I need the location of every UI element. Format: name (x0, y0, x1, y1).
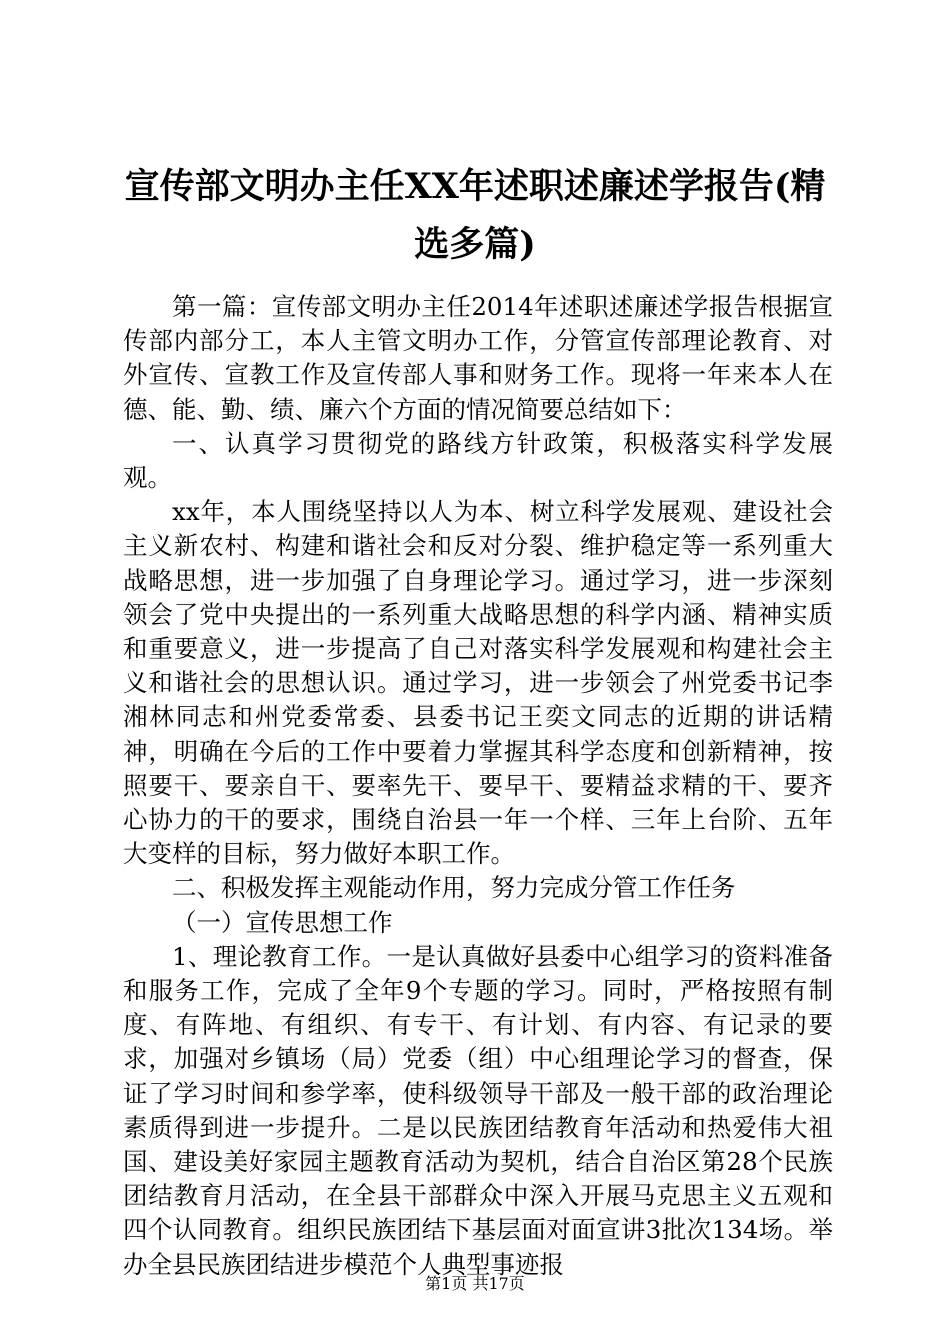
paragraph-theory-education: 1、理论教育工作。一是认真做好县委中心组学习的资料准备和服务工作，完成了全年9个专题的学习。同时，严格按照有制度、有阵地、有组织、有专干、有计划、有内容、有记录的要求，加强对乡镇场（局）党委（组）中心组理论学习的督查，保证了学习时间和参学率，使科级领导干部及一般干部的政治理论素质得到进一步提升。二是以民族团结教育年活动和热爱伟大祖国、建设美好家园主题教育活动为契机，结合自治区第28个民族团结教育月活动，在全县干部群众中深入开展马克思主义五观和四个认同教育。组织民族团结下基层面对面宣讲3批次134场。举办全县民族团结进步模范个人典型事迹报 (123, 941, 833, 1279)
document-title: 宣传部文明办主任XX年述职述廉述学报告(精选多篇) (124, 166, 826, 265)
document-body (123, 290, 833, 1282)
paragraph-section-one-heading: 一、认真学习贯彻党的路线方针政策，积极落实科学发展观。 (123, 428, 833, 493)
paragraph-section-one-body: xx年，本人围绕坚持以人为本、树立科学发展观、建设社会主义新农村、构建和谐社会和反对分裂、维护稳定等一系列重大战略思想，进一步加强了自身理论学习。通过学习，进一步深刻领会了党中央提出的一系列重大战略思想的科学内涵、精神实质和重要意义，进一步提高了自己对落实科学发展观和构建社会主义和谐社会的思想认识。通过学习，进一步领会了州党委书记李湘林同志和州党委常委、县委书记王奕文同志的近期的讲话精神，明确在今后的工作中要着力掌握其科学态度和创新精神，按照要干、要亲自干、要率先干、要早干、要精益求精的干、要齐心协力的干的要求，围绕自治县一年一个样、三年上台阶、五年大变样的目标，努力做好本职工作。 (123, 497, 833, 869)
paragraph-intro: 第一篇：宣传部文明办主任2014年述职述廉述学报告根据宣传部内部分工，本人主管文明办工作，分管宣传部理论教育、对外宣传、宣教工作及宣传部人事和财务工作。现将一年来本人在德、能、勤、绩、廉六个方面的情况简要总结如下： (123, 292, 833, 424)
paragraph-section-two-heading: 二、积极发挥主观能动作用，努力完成分管工作任务 (172, 873, 736, 903)
page-footer: 第1页 共17页 (425, 1274, 525, 1293)
paragraph-subsection-heading: （一）宣传思想工作 (172, 907, 393, 937)
